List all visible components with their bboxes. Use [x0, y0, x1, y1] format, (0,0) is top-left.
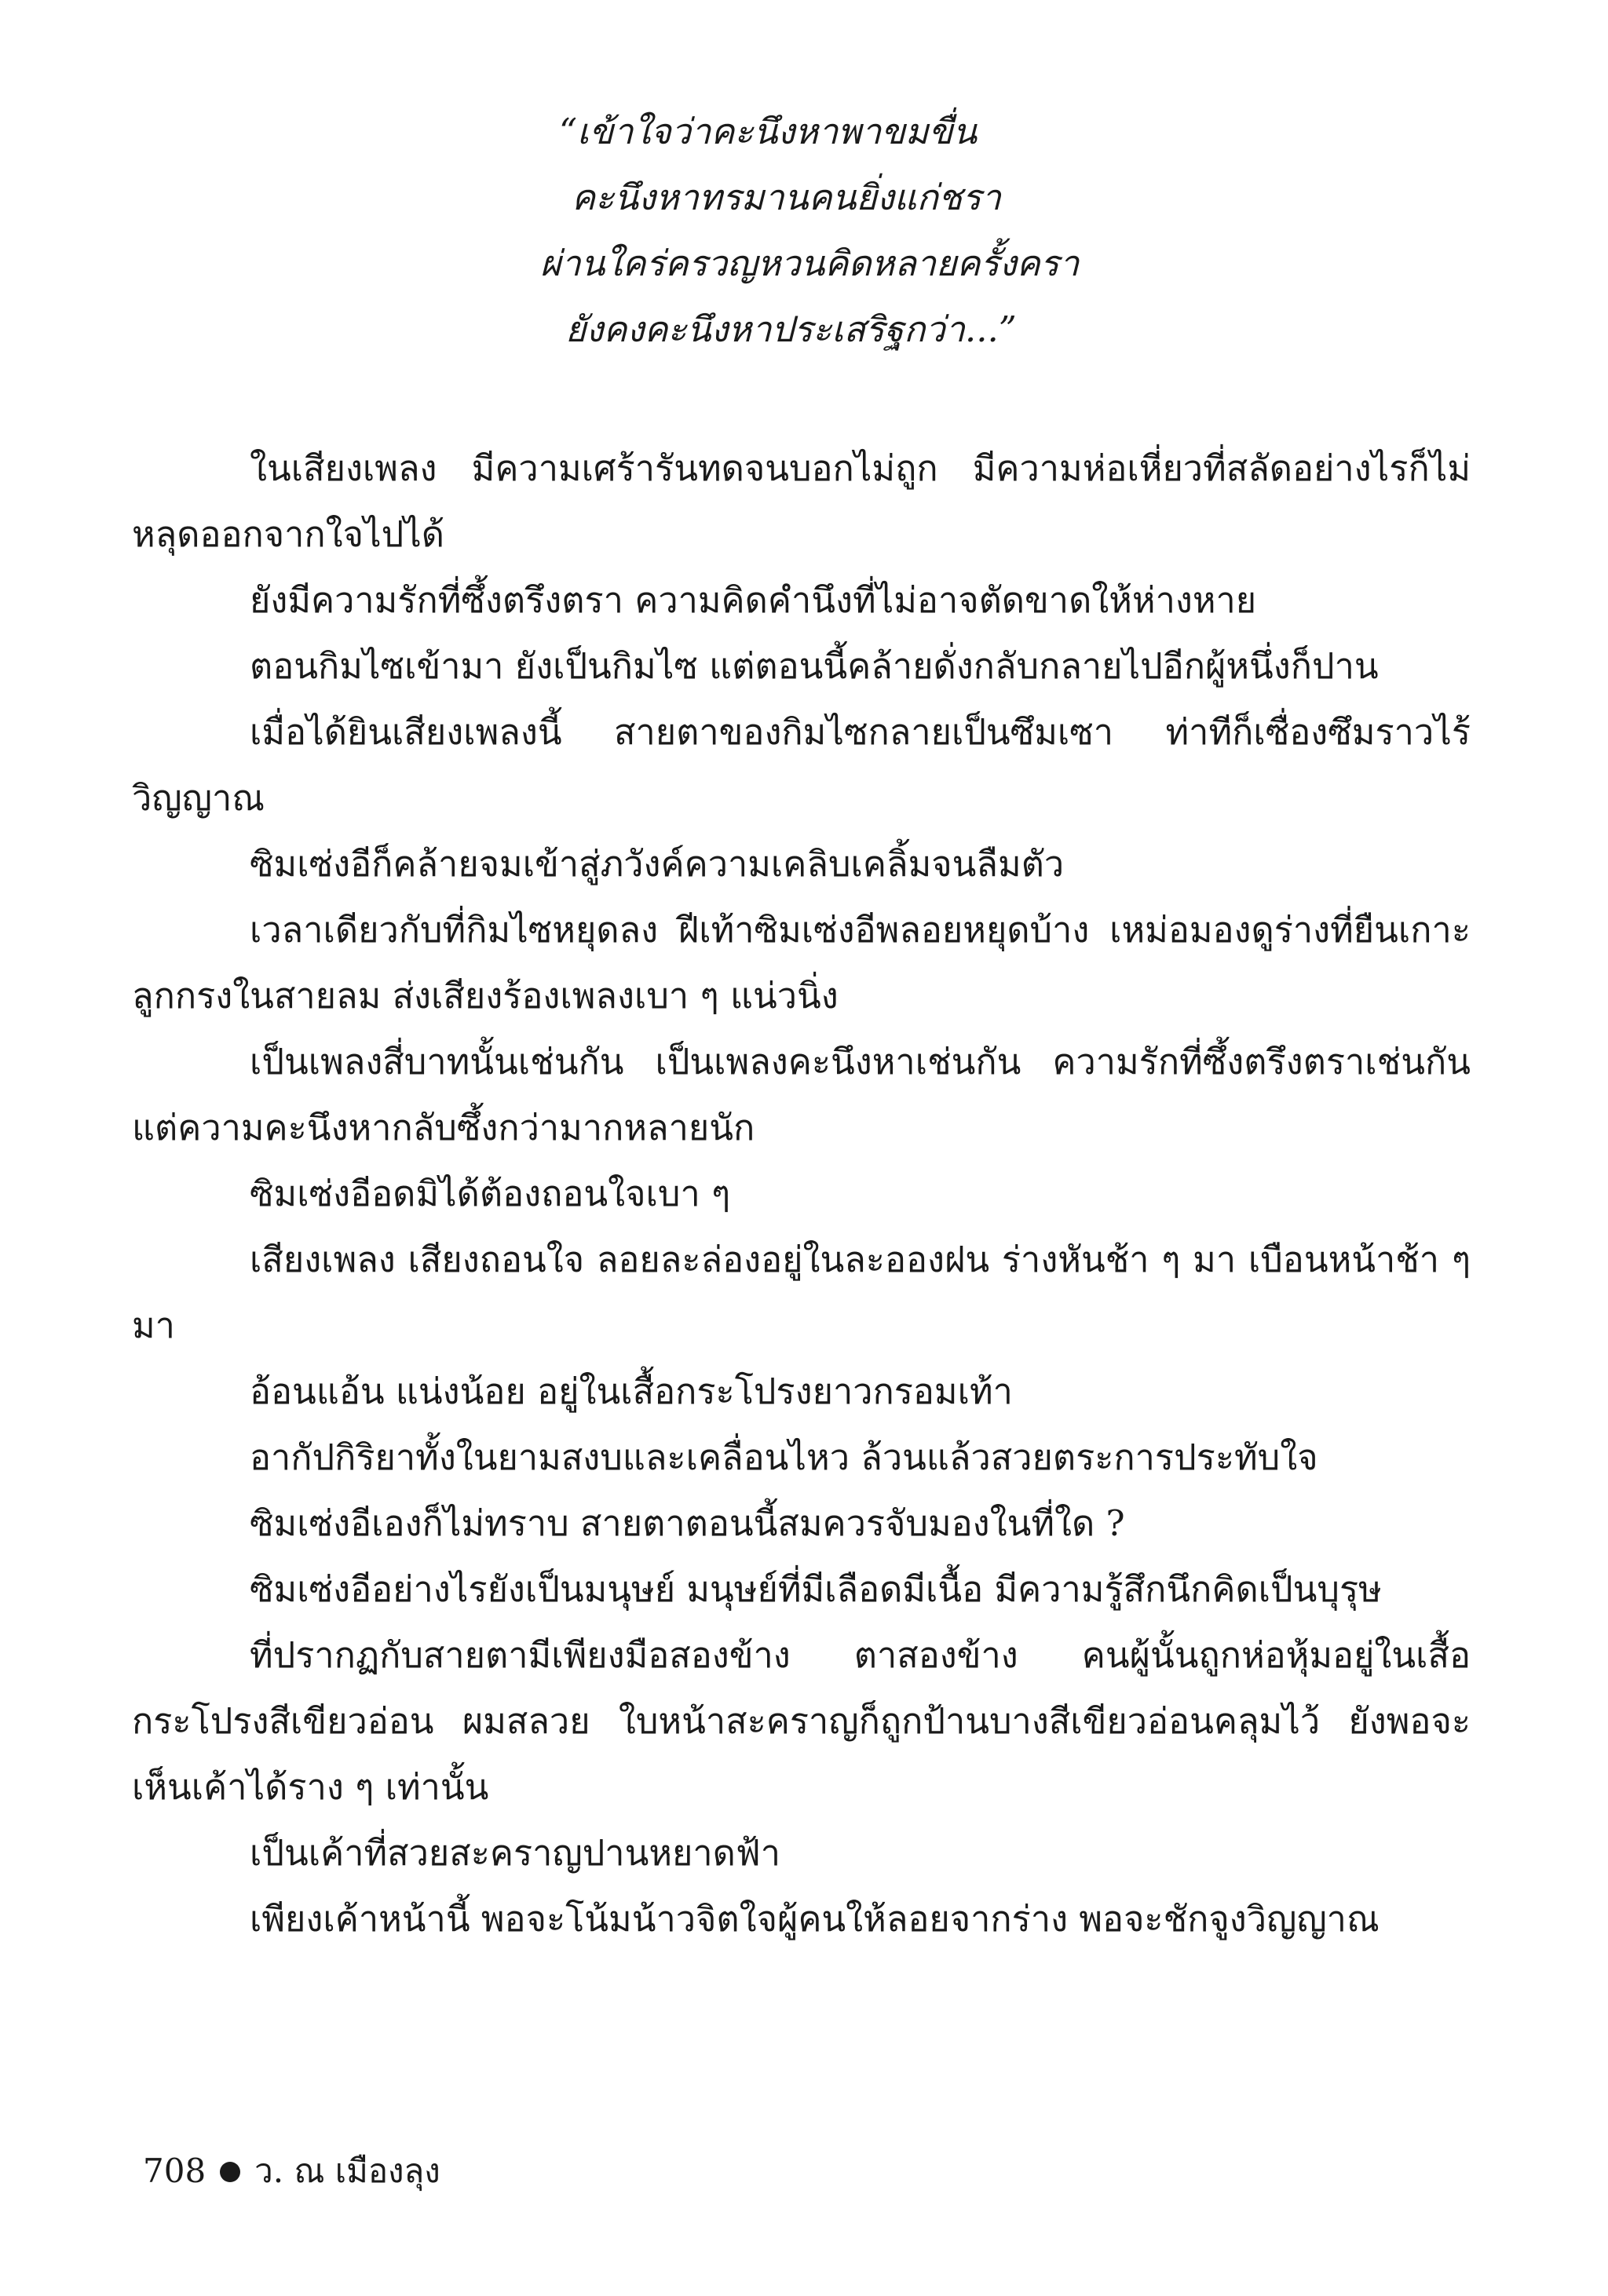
paragraph: เสียงเพลง เสียงถอนใจ ลอยละล่องอยู่ในละอองฝน ร่างหันช้า ๆ มา เบือนหน้าช้า ๆ มา [132, 1239, 1471, 1346]
page-number: 708 [143, 2152, 206, 2190]
paragraph: เพียงเค้าหน้านี้ พอจะโน้มน้าวจิตใจผู้คนให้ลอยจากร่าง พอจะชักจูงวิญญาณ [250, 1898, 1380, 1940]
paragraph: เวลาเดียวกับที่กิมไซหยุดลง ฝีเท้าซิมเซ่งอีพลอยหยุดบ้าง เหม่อมองดูร่างที่ยืนเกาะลูกกรงในสายลม ส่งเสียงร้องเพลงเบา ๆ แน่วนิ่ง [132, 909, 1471, 1017]
paragraph: ซิมเซ่งอีเองก็ไม่ทราบ สายตาตอนนี้สมควรจับมองในที่ใด ? [250, 1502, 1125, 1544]
author-name: ว. ณ เมืองลุง [254, 2152, 440, 2190]
paragraph: ซิมเซ่งอีอดมิได้ต้องถอนใจเบา ๆ [250, 1173, 731, 1214]
paragraph: เป็นเพลงสี่บาทนั้นเช่นกัน เป็นเพลงคะนึงหาเช่นกัน ความรักที่ซึ้งตรึงตราเช่นกัน แต่ความคะนึงหากลับซึ้งกว่ามากหลายนัก [132, 1041, 1471, 1148]
paragraph: ตอนกิมไซเข้ามา ยังเป็นกิมไซ แต่ตอนนี้คล้ายดั่งกลับกลายไปอีกผู้หนึ่งก็ปาน [250, 645, 1379, 687]
bullet-dot-icon [220, 2162, 240, 2182]
paragraph: ในเสียงเพลง มีความเศร้ารันทดจนบอกไม่ถูก มีความห่อเหี่ยวที่สลัดอย่างไรก็ไม่หลุดออกจากใจไปได้ [132, 447, 1471, 555]
poem-line-3: ผ่านใคร่ครวญหวนคิดหลายครั้งครา [540, 243, 1080, 284]
paragraph: ซิมเซ่งอีก็คล้ายจมเข้าสู่ภวังค์ความเคลิบเคลิ้มจนลืมตัว [250, 843, 1065, 885]
poem-line-1: “เข้าใจว่าคะนึงหาพาขมขื่น [559, 111, 978, 152]
paragraph: ซิมเซ่งอีอย่างไรยังเป็นมนุษย์ มนุษย์ที่มีเลือดมีเนื้อ มีความรู้สึกนึกคิดเป็นบุรุษ [250, 1568, 1382, 1610]
paragraph: อากัปกิริยาทั้งในยามสงบและเคลื่อนไหว ล้วนแล้วสวยตระการประทับใจ [250, 1436, 1318, 1478]
paragraph: เป็นเค้าที่สวยสะคราญปานหยาดฟ้า [250, 1832, 780, 1874]
paragraph: อ้อนแอ้น แน่งน้อย อยู่ในเสื้อกระโปรงยาวกรอมเท้า [250, 1371, 1013, 1412]
paragraph: ยังมีความรักที่ซึ้งตรึงตรา ความคิดคำนึงที่ไม่อาจตัดขาดให้ห่างหาย [250, 579, 1257, 621]
paragraph: เมื่อได้ยินเสียงเพลงนี้ สายตาของกิมไซกลายเป็นซึมเซา ท่าทีก็เซื่องซึมราวไร้วิญญาณ [132, 711, 1471, 819]
page-footer [143, 2149, 440, 2193]
poem-line-2: คะนึงหาทรมานคนยิ่งแก่ชรา [572, 177, 1001, 218]
body-text [132, 436, 1471, 1952]
paragraph: ที่ปรากฏกับสายตามีเพียงมือสองข้าง ตาสองข้าง คนผู้นั้นถูกห่อหุ้มอยู่ในเสื้อกระโปรงสีเขียวอ่อน ผมสลวย ใบหน้าสะคราญก็ถูกป้านบางสีเขียวอ่อนคลุมไว้ ยังพอจะเห็นเค้าได้ราง ๆ เท่านั้น [132, 1634, 1471, 1808]
poem-line-4: ยังคงคะนึงหาประเสริฐกว่า...” [565, 308, 1017, 350]
